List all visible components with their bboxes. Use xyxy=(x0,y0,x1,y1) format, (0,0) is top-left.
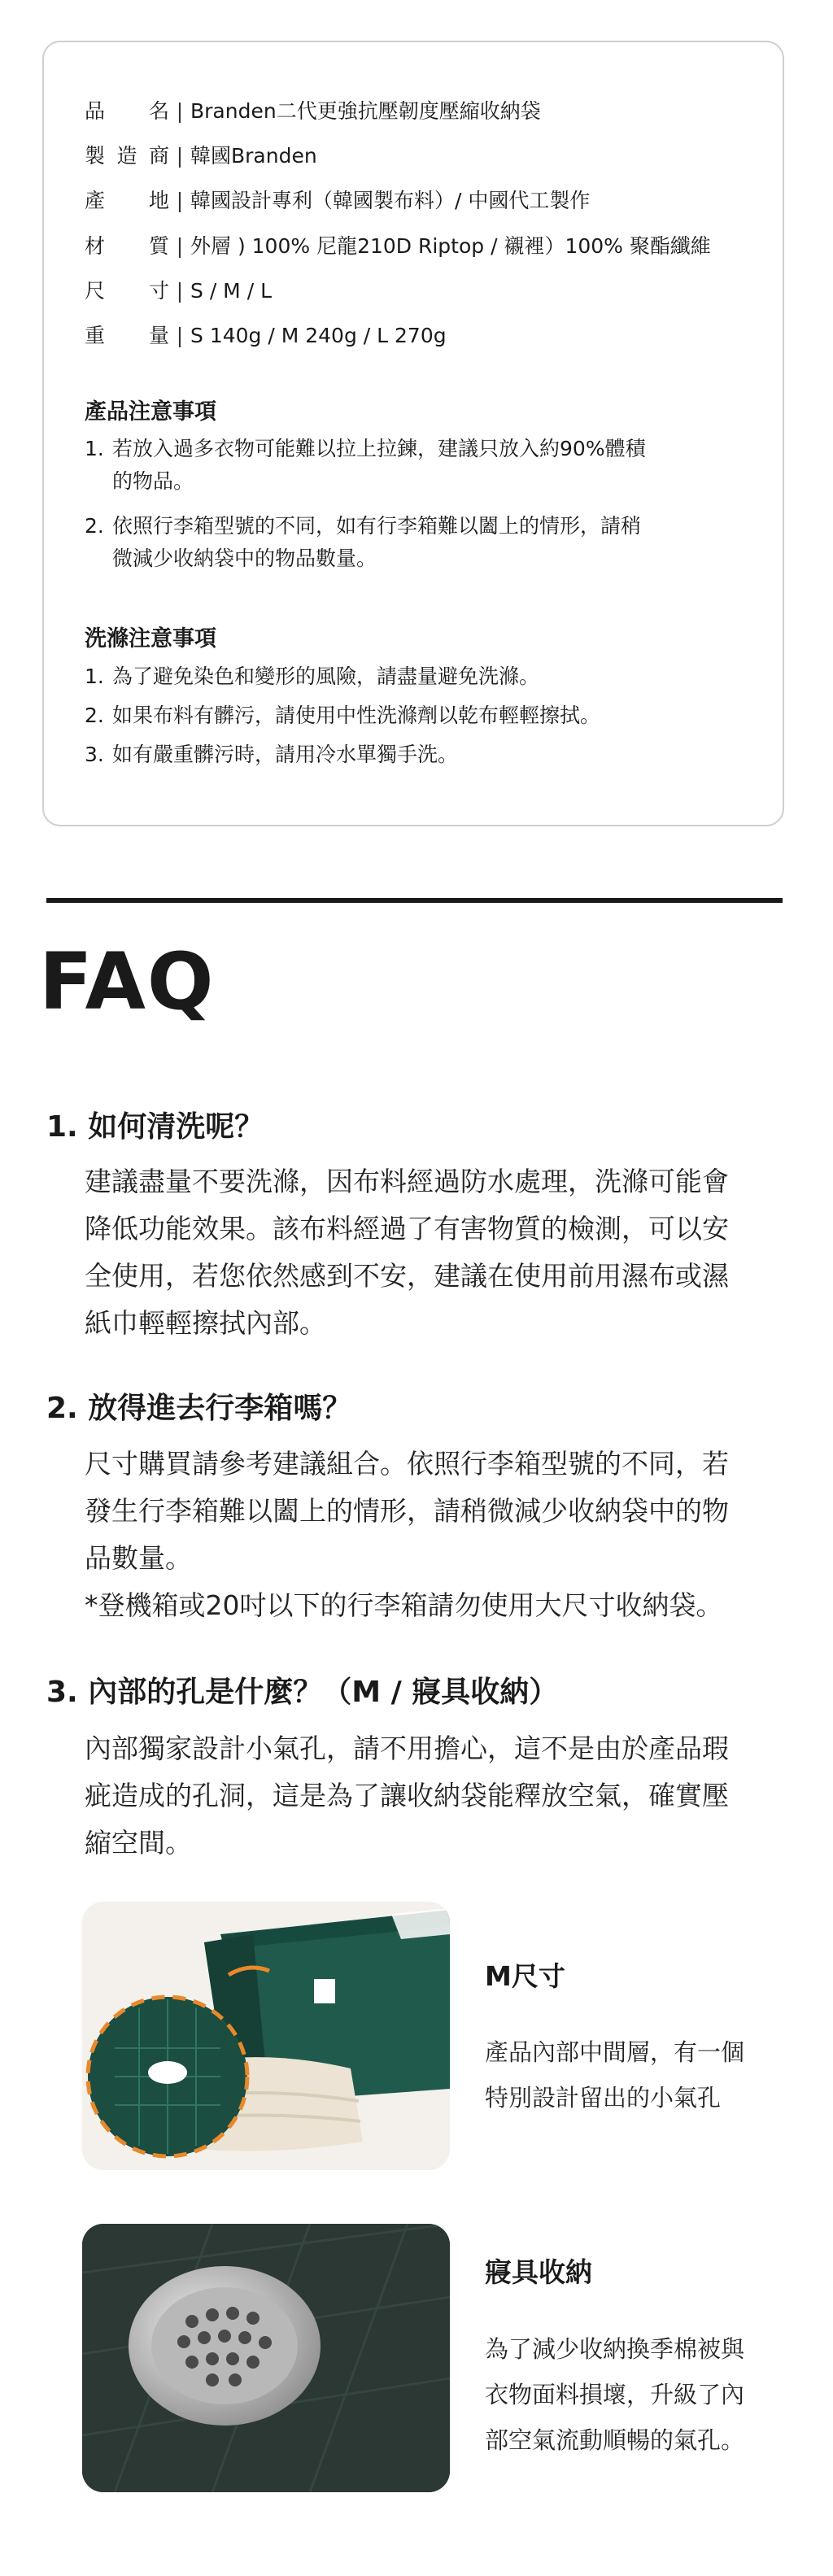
faq-question: 2. 放得進去行李箱嗎？ xyxy=(46,1392,352,1425)
spec-row-size xyxy=(85,275,272,307)
wash-note-item: 3. 如有嚴重髒污時，請用冷水單獨手洗。 xyxy=(85,743,459,766)
spec-separator: | xyxy=(176,324,184,347)
spec-separator: | xyxy=(176,189,184,212)
spec-value: 韓國設計專利（韓國製布料）/ 中國代工製作 xyxy=(190,189,591,212)
spec-row-weight xyxy=(85,320,447,352)
feature-title: M尺寸 xyxy=(485,1960,565,1992)
spec-row-origin xyxy=(85,185,590,217)
product-note-item: 2. 依照行李箱型號的不同，如有行李箱難以闔上的情形，請稍 微減少收納袋中的物品數量。 xyxy=(85,514,642,570)
faq-title: FAQ xyxy=(39,936,216,1027)
m-size-bag-image xyxy=(82,1902,450,2170)
feature-text: 為了減少收納換季棉被與 衣物面料損壞，升級了內 部空氣流動順暢的氣孔。 xyxy=(485,2335,745,2454)
spec-value: 韓國Branden xyxy=(190,144,317,168)
spec-separator: | xyxy=(176,99,184,123)
spec-label: 尺 寸 xyxy=(85,279,169,303)
spec-separator: | xyxy=(176,279,184,303)
faq-question: 1. 如何清洗呢？ xyxy=(46,1110,264,1144)
faq-answer: 尺寸購買請參考建議組合。依照行李箱型號的不同，若 發生行李箱難以闔上的情形，請稍微減少收納袋中的物 品數量。 *登機箱或20吋以下的行李箱請勿使用大尺寸收納袋。 xyxy=(85,1448,729,1621)
spec-label: 材 質 xyxy=(85,234,169,258)
wash-note-item: 2. 如果布料有髒污，請使用中性洗滌劑以乾布輕輕擦拭。 xyxy=(85,704,601,727)
spec-value: 外層 ) 100% 尼龍210D Riptop / 襯裡）100% 聚酯纖維 xyxy=(190,234,711,258)
spec-row-name xyxy=(85,95,541,128)
spec-value: S / M / L xyxy=(190,279,272,303)
spec-value: S 140g / M 240g / L 270g xyxy=(190,324,447,347)
product-notes-title: 產品注意事項 xyxy=(85,399,216,425)
wash-notes-title: 洗滌注意事項 xyxy=(85,626,216,652)
faq-answer: 建議盡量不要洗滌，因布料經過防水處理，洗滌可能會 降低功能效果。該布料經過了有害物質的檢測，可以安 全使用，若您依然感到不安，建議在使用前用濕布或濕 紙巾輕輕擦拭內部。 xyxy=(85,1166,729,1339)
spec-separator: | xyxy=(176,234,184,258)
feature-text: 產品內部中間層，有一個 特別設計留出的小氣孔 xyxy=(485,2038,745,2112)
spec-label: 製 造 商 xyxy=(85,144,169,168)
faq-question: 3. 內部的孔是什麼？（M / 寢具收納） xyxy=(46,1676,559,1709)
feature-title: 寢具收納 xyxy=(485,2256,592,2288)
spec-label: 產 地 xyxy=(85,189,169,212)
spec-label: 品 名 xyxy=(85,99,169,123)
bedding-vent-image xyxy=(82,2224,450,2492)
wash-note-item: 1. 為了避免染色和變形的風險，請盡量避免洗滌。 xyxy=(85,665,540,688)
faq-answer: 內部獨家設計小氣孔，請不用擔心，這不是由於產品瑕 疵造成的孔洞，這是為了讓收納袋能釋放空氣，確實壓 縮空間。 xyxy=(85,1733,729,1859)
spec-separator: | xyxy=(176,144,184,168)
spec-row-maker xyxy=(85,140,317,172)
product-note-item: 1. 若放入過多衣物可能難以拉上拉鍊，建議只放入約90%體積 的物品。 xyxy=(85,437,646,493)
section-divider xyxy=(46,898,783,903)
spec-row-material xyxy=(85,230,711,263)
spec-label: 重 量 xyxy=(85,324,169,347)
spec-value: Branden二代更強抗壓韌度壓縮收納袋 xyxy=(190,99,541,123)
